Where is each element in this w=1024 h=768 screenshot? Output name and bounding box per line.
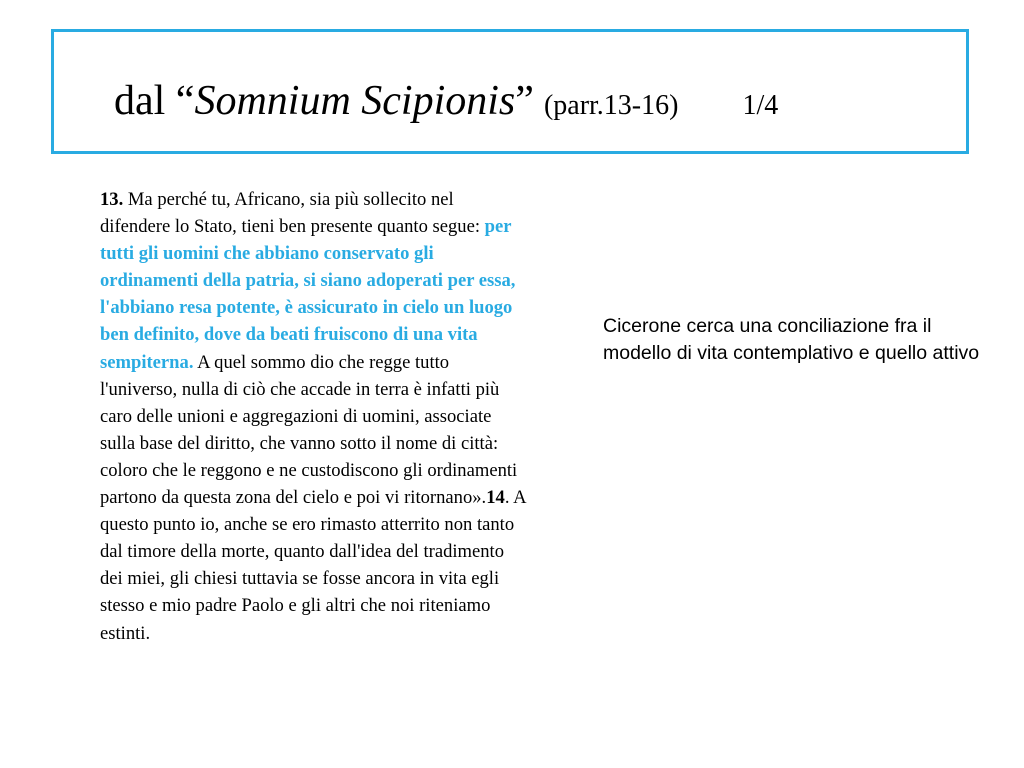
paragraph-number-14: 14	[486, 487, 505, 509]
paragraph-13-rest: A quel sommo dio che regge tutto l'universo, nulla di ciò che accade in terra è infatti più caro delle unioni e aggregazioni di uomini, associate sulla base del diritto, che vanno sotto il nome di città: coloro che le reggono e ne custodiscono gli ordinamenti partono da questa zona del cielo e poi vi ritornano».	[100, 351, 518, 509]
title-suffix: ”	[515, 78, 534, 124]
title-work: Somnium Scipionis	[194, 78, 516, 124]
latin-passage-translation	[100, 186, 528, 647]
paragraph-13-highlight: per tutti gli uomini che abbiano conservato gli ordinamenti della patria, si siano adoperati per essa, l'abbiano resa potente, è assicurato in cielo un luogo ben definito, dove da beati fruiscono di una vita sempiterna.	[100, 216, 516, 373]
side-note: Cicerone cerca una conciliazione fra il modello di vita contemplativo e quello attivo	[603, 315, 980, 364]
title-prefix: dal “	[114, 78, 195, 124]
page-indicator: 1/4	[742, 90, 779, 121]
paragraph-14-text: . A questo punto io, anche se ero rimasto atterrito non tanto dal timore della morte, quanto dall'idea del tradimento dei miei, gli chiesi tuttavia se fosse ancora in vita egli stesso e mio padre Paolo e gli altri che noi riteniamo estinti.	[100, 487, 526, 644]
slide-title	[114, 80, 778, 122]
paragraph-number-13: 13.	[100, 189, 124, 210]
paragraph-13-intro: Ma perché tu, Africano, sia più sollecito nel difendere lo Stato, tieni ben presente quanto segue:	[100, 189, 485, 238]
title-range: (parr.13-16)	[543, 90, 679, 121]
